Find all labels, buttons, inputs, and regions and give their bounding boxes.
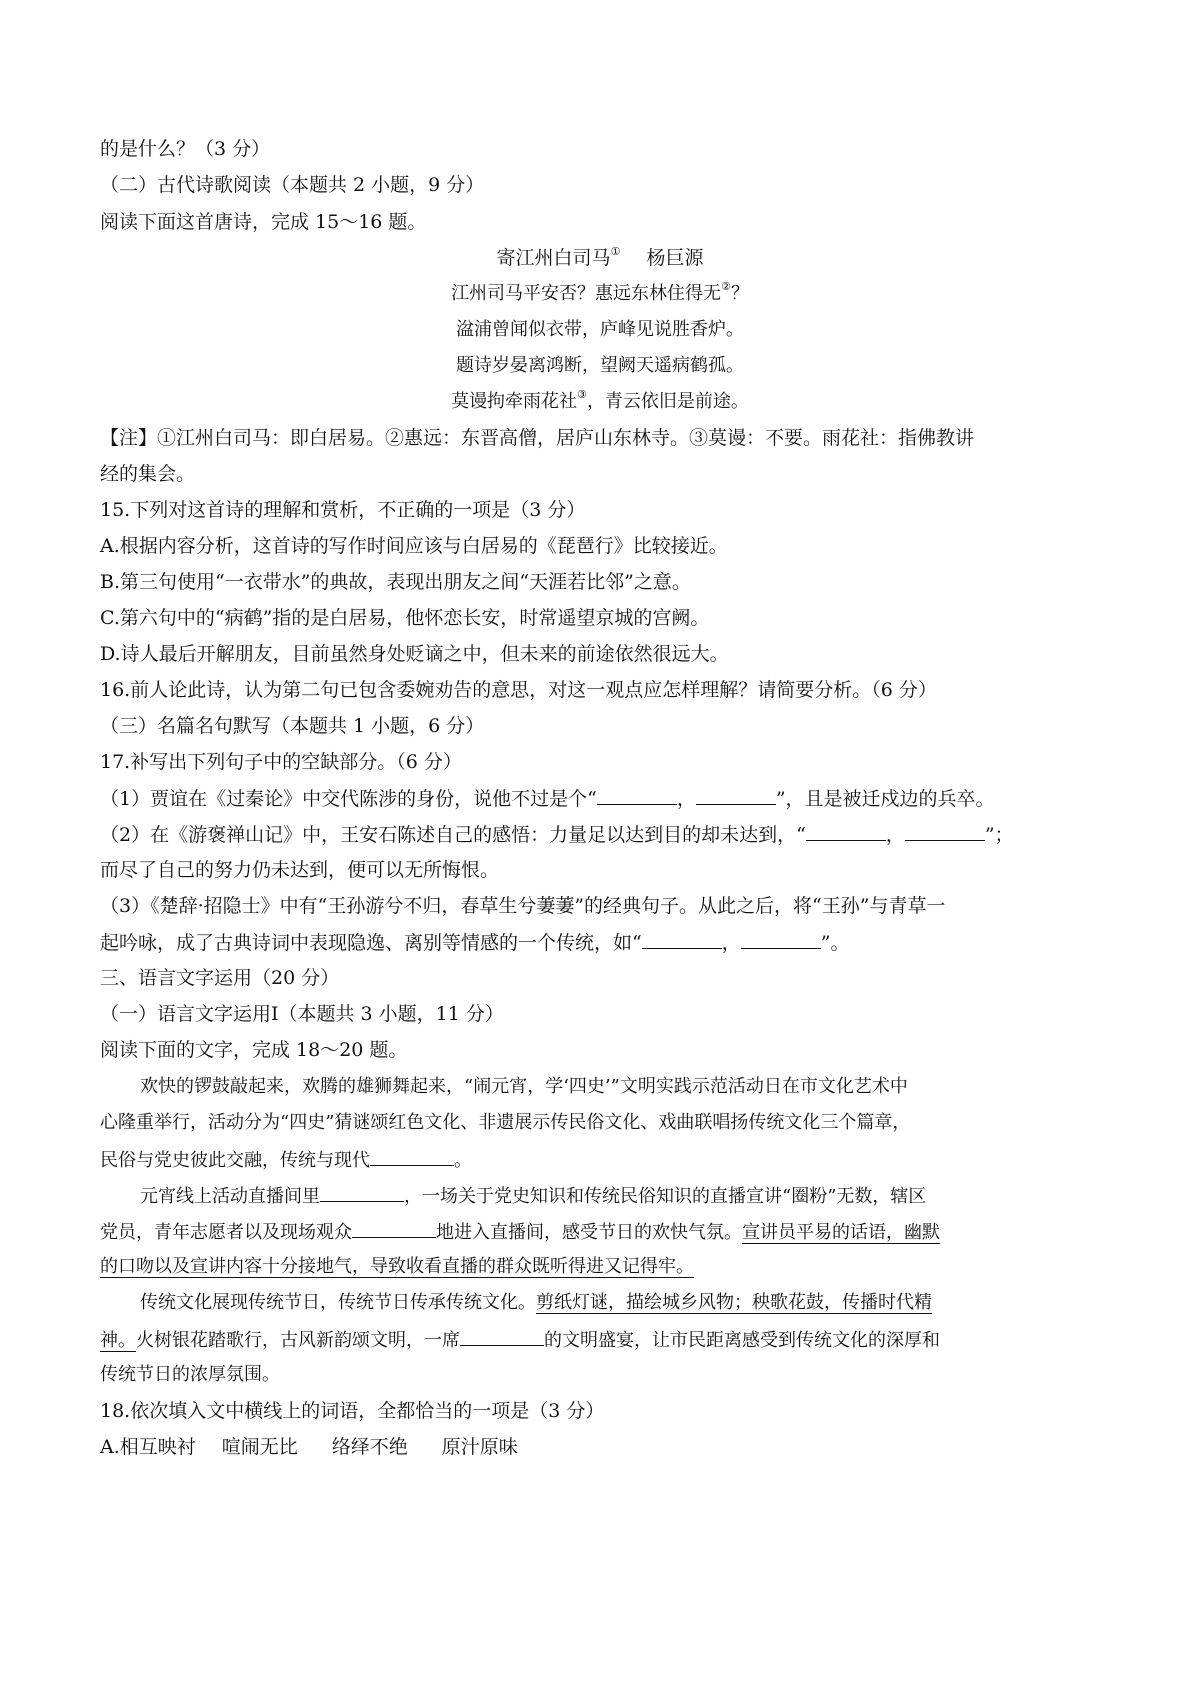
passage-p3-line2: 神。火树银花踏歌行，古风新韵颂文明，一席 的文明盛宴，让市民距离感受到传统文化的深厚和 [100, 1327, 940, 1353]
passage-p1-line3: 民俗与党史彼此交融，传统与现代 。 [100, 1147, 472, 1173]
q15-option-c: C.第六句中的“病鹤”指的是白居易，他怀恋长安，时常遥望京城的宫阙。 [100, 607, 710, 629]
question-18: 18.依次填入文中横线上的词语，全都恰当的一项是（3 分） [100, 1400, 605, 1422]
poem-title: 寄江州白司马① 杨巨源 [496, 245, 704, 269]
section-poetry-heading: （二）古代诗歌阅读（本题共 2 小题，9 分） [100, 174, 485, 196]
underlined-sentence: 的口吻以及宣讲内容十分接地气，导致收看直播的群众既听得进又记得牢。 [100, 1256, 694, 1277]
answer-blank[interactable] [352, 1219, 436, 1238]
answer-blank[interactable] [696, 786, 776, 805]
passage-p2-line3 [100, 1255, 694, 1279]
q14-tail: 的是什么？（3 分） [100, 138, 271, 160]
answer-blank[interactable] [597, 786, 677, 805]
question-15: 15.下列对这首诗的理解和赏析，不正确的一项是（3 分） [100, 499, 586, 521]
answer-blank[interactable] [460, 1327, 544, 1346]
underlined-sentence: 神。 [100, 1330, 136, 1351]
q15-option-b: B.第三句使用“一衣带水”的典故，表现出朋友之间“天涯若比邻”之意。 [100, 571, 691, 593]
poem-notes: 【注】①江州白司马：即白居易。②惠远：东晋高僧，居庐山东林寺。③莫谩：不要。雨花社：指佛教讲 [100, 427, 975, 449]
passage-p3-line3: 传统节日的浓厚氛围。 [100, 1364, 280, 1385]
footnote-marker: ① [610, 245, 621, 258]
subsection-heading: （一）语言文字运用Ⅰ（本题共 3 小题，11 分） [100, 1003, 504, 1025]
poetry-instruction: 阅读下面这首唐诗，完成 15～16 题。 [100, 211, 427, 233]
footnote-marker: ③ [577, 388, 587, 401]
underlined-sentence: 剪纸灯谜，描绘城乡风物；秧歌花鼓，传播时代精 [536, 1292, 932, 1313]
section-recitation-heading: （三）名篇名句默写（本题共 1 小题，6 分） [100, 715, 485, 737]
answer-blank[interactable] [905, 822, 985, 841]
poem-notes-cont: 经的集会。 [100, 463, 196, 485]
q17-item-2: （2）在《游褒禅山记》中，王安石陈述自己的感悟：力量足以达到目的却未达到，“ ， ”； [100, 824, 1014, 846]
poem-line-3: 题诗岁晏离鸿断，望阙天遥病鹤孤。 [456, 355, 744, 376]
q17-item-3: （3）《楚辞·招隐士》中有“王孙游兮不归，春草生兮萋萋”的经典句子。从此之后，将“王孙”与青草一 [100, 895, 946, 917]
q15-option-a: A.根据内容分析，这首诗的写作时间应该与白居易的《琵琶行》比较接近。 [100, 535, 728, 557]
part-3-heading: 三、语言文字运用（20 分） [100, 967, 340, 989]
poem-author: 杨巨源 [646, 247, 704, 269]
poem-line-4: 莫谩拘牵雨花社③，青云依旧是前途。 [451, 388, 749, 412]
poem-line-1: 江州司马平安否？惠远东林住得无②？ [451, 280, 749, 304]
passage-p2-line2: 党员，青年志愿者以及现场观众 地进入直播间，感受节日的欢快气氛。宣讲员平易的话语，幽默 [100, 1219, 940, 1245]
question-17: 17.补写出下列句子中的空缺部分。（6 分） [100, 751, 462, 773]
q17-item-3-cont: 起吟咏，成了古典诗词中表现隐逸、离别等情感的一个传统，如“ ， ”。 [100, 932, 850, 954]
q15-option-d: D.诗人最后开解朋友，目前虽然身处贬谪之中，但未来的前途依然很远大。 [100, 643, 729, 665]
footnote-marker: ② [721, 280, 731, 293]
answer-blank[interactable] [642, 930, 722, 949]
question-16: 16.前人论此诗，认为第二句已包含委婉劝告的意思，对这一观点应怎样理解？请简要分析。（6 分） [100, 679, 937, 701]
answer-blank[interactable] [370, 1147, 454, 1166]
underlined-sentence: 宣讲员平易的话语，幽默 [742, 1222, 940, 1243]
answer-blank[interactable] [320, 1183, 404, 1202]
poem-line-2: 湓浦曾闻似衣带，庐峰见说胜香炉。 [456, 319, 744, 340]
q17-item-2-cont: 而尽了自己的努力仍未达到，便可以无所悔恨。 [100, 859, 500, 881]
passage-p2-line1: 元宵线上活动直播间里 ，一场关于党史知识和传统民俗知识的直播宣讲“圈粉”无数，辖区 [140, 1183, 926, 1209]
passage-p3-line1: 传统文化展现传统节日，传统节日传承传统文化。剪纸灯谜，描绘城乡风物；秧歌花鼓，传播时代精 [140, 1292, 932, 1313]
q18-option-a: A.相互映衬 喧闹无比 络绎不绝 原汁原味 [100, 1436, 518, 1458]
passage-p1-line2: 心隆重举行，活动分为“四史”猜谜颂红色文化、非遗展示传民俗文化、戏曲联唱扬传统文化三个篇章， [100, 1112, 911, 1133]
passage-p1-line1: 欢快的锣鼓敲起来，欢腾的雄狮舞起来，“闹元宵，学‘四史’”文明实践示范活动日在市文化艺术中 [140, 1076, 908, 1097]
reading-instruction: 阅读下面的文字，完成 18～20 题。 [100, 1039, 408, 1061]
answer-blank[interactable] [741, 930, 821, 949]
answer-blank[interactable] [806, 822, 886, 841]
q17-item-1: （1）贾谊在《过秦论》中交代陈涉的身份，说他不过是个“ ， ”，且是被迁戍边的兵卒。 [100, 788, 995, 810]
